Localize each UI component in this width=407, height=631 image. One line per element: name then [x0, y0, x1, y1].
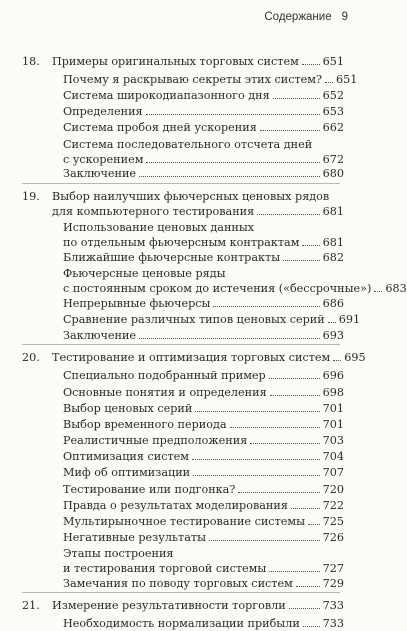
- running-header: [264, 11, 348, 23]
- toc-page-number: 701: [322, 418, 344, 431]
- toc-title: с постоянным сроком до истечения («бессрочные»): [63, 282, 372, 295]
- toc-page-number: 696: [322, 369, 344, 382]
- toc-title: Специально подобранный пример: [63, 369, 266, 382]
- leader-dots: [302, 245, 319, 246]
- page-number: 9: [341, 11, 348, 23]
- toc-page-number: 698: [322, 386, 344, 399]
- chapter-number: 19.: [22, 190, 40, 203]
- toc-page-number: 727: [322, 562, 344, 575]
- toc-title: Необходимость нормализации прибыли: [63, 617, 300, 630]
- leader-dots: [273, 98, 320, 99]
- toc-title: Миф об оптимизации: [63, 466, 191, 479]
- leader-dots: [192, 459, 320, 460]
- toc-page-number: 651: [322, 55, 344, 68]
- toc-title: Ближайшие фьючерсные контракты: [63, 251, 281, 264]
- chapter-number: 18.: [22, 55, 40, 68]
- leader-dots: [260, 130, 320, 131]
- chapter-number: 20.: [22, 351, 40, 364]
- toc-title: Определения: [63, 105, 143, 118]
- toc-title: Замечания по поводу торговых систем: [63, 577, 293, 590]
- toc-title: Примеры оригинальных торговых систем: [52, 55, 299, 68]
- toc-title: с ускорением: [63, 153, 144, 166]
- leader-dots: [325, 82, 333, 83]
- leader-dots: [146, 114, 320, 115]
- toc-title: Непрерывные фьючерсы: [63, 297, 211, 310]
- leader-dots: [193, 475, 320, 476]
- toc-title: Негативные результаты: [63, 531, 207, 544]
- chapter-divider: [22, 592, 340, 593]
- toc-title: Мультирыночное тестирование системы: [63, 515, 305, 528]
- leader-dots: [139, 338, 320, 339]
- toc-title: Заключение: [63, 329, 137, 342]
- toc-page-number: 652: [322, 89, 344, 102]
- toc-title: Сравнение различных типов ценовых серий: [63, 313, 325, 326]
- toc-page-number: 691: [338, 313, 361, 326]
- chapter-divider: [22, 183, 340, 184]
- leader-dots: [296, 586, 320, 587]
- toc-title: Реалистичные предположения: [63, 434, 248, 447]
- toc-page-number: 672: [322, 153, 344, 166]
- leader-dots: [209, 540, 320, 541]
- toc-page-number: 653: [322, 105, 344, 118]
- leader-dots: [270, 395, 320, 396]
- toc-page-number: 662: [322, 121, 344, 134]
- toc-title: Правда о результатах моделирования: [63, 499, 288, 512]
- toc-page-number: 704: [322, 450, 344, 463]
- leader-dots: [269, 378, 320, 379]
- leader-dots: [230, 427, 320, 428]
- leader-dots: [333, 360, 341, 361]
- leader-dots: [291, 508, 320, 509]
- toc-page-number: 682: [322, 251, 344, 264]
- toc-title: Этапы построения: [63, 547, 174, 560]
- toc-title: Основные понятия и определения: [63, 386, 267, 399]
- toc-title: Фьючерсные ценовые ряды: [63, 267, 226, 280]
- toc-title: Оптимизация систем: [63, 450, 189, 463]
- toc-title: Выбор временного периода: [63, 418, 227, 431]
- running-header-title: Содержание: [264, 11, 332, 23]
- toc-title: Почему я раскрываю секреты этих систем?: [63, 73, 322, 86]
- toc-title: по отдельным фьючерсным контрактам: [63, 236, 300, 249]
- toc-page-number: 695: [344, 351, 366, 364]
- toc-page-number: 683: [385, 282, 407, 295]
- toc-title: Система пробоя дней ускорения: [63, 121, 257, 134]
- leader-dots: [269, 571, 319, 572]
- leader-dots: [213, 306, 319, 307]
- toc-page-number: 681: [322, 236, 344, 249]
- leader-dots: [374, 291, 382, 292]
- leader-dots: [139, 176, 320, 177]
- toc-title: Измерение результативности торговли: [52, 599, 286, 612]
- toc-title: и тестирования торговой системы: [63, 562, 267, 575]
- toc-page-number: 725: [322, 515, 344, 528]
- leader-dots: [289, 608, 320, 609]
- toc-title: Система последовательного отсчета дней: [63, 138, 313, 151]
- toc-page-number: 733: [322, 599, 344, 612]
- toc-page-number: 703: [322, 434, 344, 447]
- toc-title: Тестирование и оптимизация торговых систем: [52, 351, 331, 364]
- leader-dots: [283, 260, 320, 261]
- toc-page-number: 651: [335, 73, 358, 86]
- leader-dots: [146, 162, 319, 163]
- toc-page-number: 701: [322, 402, 344, 415]
- leader-dots: [257, 214, 319, 215]
- leader-dots: [328, 322, 336, 323]
- toc-page-number: 729: [322, 577, 344, 590]
- leader-dots: [303, 626, 320, 627]
- toc-page-number: 726: [322, 531, 344, 544]
- toc-page-number: 722: [322, 499, 344, 512]
- toc-title: Заключение: [63, 167, 137, 180]
- leader-dots: [302, 64, 320, 65]
- toc-page-number: 733: [322, 617, 344, 630]
- toc-page-number: 681: [322, 205, 344, 218]
- leader-dots: [250, 443, 319, 444]
- toc-title: Использование ценовых данных: [63, 221, 255, 234]
- toc-page-number: 686: [322, 297, 344, 310]
- toc-title: Выбор ценовых серий: [63, 402, 193, 415]
- leader-dots: [238, 492, 319, 493]
- chapter-divider: [22, 344, 340, 345]
- toc-page-number: 680: [322, 167, 344, 180]
- toc-title: Выбор наилучших фьючерсных ценовых рядов: [52, 190, 330, 203]
- toc-page-number: 707: [322, 466, 344, 479]
- toc-title: Тестирование или подгонка?: [63, 483, 236, 496]
- toc-title: Система широкодиапазонного дня: [63, 89, 270, 102]
- leader-dots: [308, 524, 320, 525]
- leader-dots: [195, 411, 319, 412]
- toc-page-number: 720: [322, 483, 344, 496]
- toc-page-number: 693: [322, 329, 344, 342]
- chapter-number: 21.: [22, 599, 40, 612]
- toc-title: для компьютерного тестирования: [52, 205, 255, 218]
